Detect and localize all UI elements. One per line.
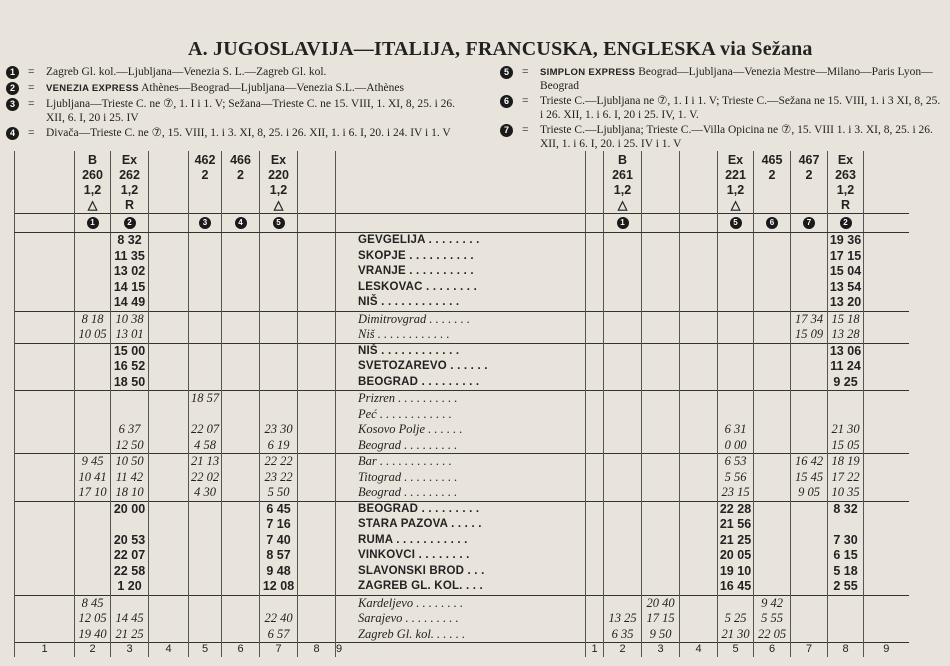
time-cell [586, 454, 604, 502]
time-cell: 5 25 21 30 [718, 595, 754, 643]
time-cell [754, 501, 791, 595]
time-cell [189, 233, 222, 312]
time-cell [586, 343, 604, 391]
train-number-header [642, 151, 680, 214]
train-number-header [298, 151, 336, 214]
train-number-header: Ex 221 1,2 △ [718, 151, 754, 214]
time-cell [680, 454, 718, 502]
time-cell [864, 501, 909, 595]
time-cell: 13 06 11 24 9 25 [828, 343, 864, 391]
column-number: 2 [75, 643, 111, 658]
time-cell: 14 45 21 25 [111, 595, 149, 643]
time-cell: 9 45 10 41 17 10 [75, 454, 111, 502]
column-number: 3 [111, 643, 149, 658]
time-cell [298, 343, 336, 391]
time-cell [754, 343, 791, 391]
train-number-header [586, 151, 604, 214]
time-cell [222, 311, 260, 343]
time-cell [864, 595, 909, 643]
station-header [336, 151, 586, 214]
time-cell [149, 343, 189, 391]
station-list: Kardeljevo . . . . . . . . Sarajevo . . . . . . . . . Zagreb Gl. kol. . . . . . [336, 595, 586, 643]
time-cell: 17 34 15 09 [791, 311, 828, 343]
time-cell [222, 233, 260, 312]
column-number: 9 [864, 643, 909, 658]
footnote-text: Divača—Trieste C. ne ⑦, 15. VIII, 1. i 3. XI, 8, 25. i 26. XII, 1. i 6. I, 20. i 24. IV i 1. V [46, 127, 451, 139]
footnote-ref [642, 214, 680, 233]
time-cell [718, 343, 754, 391]
footnote-ref-icon: 1 [87, 217, 99, 229]
column-number: 4 [680, 643, 718, 658]
time-cell [222, 501, 260, 595]
time-cell [586, 501, 604, 595]
timetable-block [15, 595, 909, 643]
time-cell [604, 343, 642, 391]
time-cell: 8 45 12 05 19 40 [75, 595, 111, 643]
timetable-block [15, 311, 909, 343]
station-list: BEOGRAD . . . . . . . . . STARA PAZOVA . . . . . RUMA . . . . . . . . . . . VINKOVCI . . . . . . . . SLAVONSKI BROD . . . ZAGREB GL. KOL. . . . [336, 501, 586, 595]
time-cell [189, 595, 222, 643]
time-cell: 6 31 0 00 [718, 391, 754, 454]
footnote-ref [149, 214, 189, 233]
time-cell: 10 50 11 42 18 10 [111, 454, 149, 502]
time-cell [791, 233, 828, 312]
time-cell [149, 311, 189, 343]
footnote-text: Trieste C.—Ljubljana; Trieste C.—Villa Opicina ne ⑦, 15. VIII 1. i 3. XI, 8, 25. i 26. XII, 1. i 6. I, 20. i 25. IV i 1. V [540, 124, 933, 150]
column-number: 1 [15, 643, 75, 658]
train-number-header: 467 2 [791, 151, 828, 214]
time-cell [260, 311, 298, 343]
time-cell [604, 311, 642, 343]
footnote-number-icon: 2 [6, 82, 19, 95]
time-cell [754, 233, 791, 312]
time-cell [680, 233, 718, 312]
time-cell [680, 311, 718, 343]
footnote-number-icon: 3 [6, 98, 19, 111]
footnote-number-icon: 7 [500, 124, 513, 137]
time-cell [604, 391, 642, 454]
footnote-ref-icon: 2 [840, 217, 852, 229]
time-cell [864, 311, 909, 343]
time-cell [260, 233, 298, 312]
station-list: NIŠ . . . . . . . . . . . . SVETOZAREVO . . . . . . BEOGRAD . . . . . . . . . [336, 343, 586, 391]
footnote-ref-icon: 6 [766, 217, 778, 229]
time-cell [15, 595, 75, 643]
column-number: 5 [189, 643, 222, 658]
footnote-ref-icon: 1 [617, 217, 629, 229]
footnote-ref [864, 214, 909, 233]
time-cell [149, 501, 189, 595]
footnote-ref [15, 214, 75, 233]
time-cell [586, 391, 604, 454]
footnote-ref [260, 214, 298, 233]
time-cell: 6 53 5 56 23 15 [718, 454, 754, 502]
time-cell [680, 595, 718, 643]
footnote-ref-icon: 5 [273, 217, 285, 229]
time-cell [298, 233, 336, 312]
time-cell [718, 233, 754, 312]
time-cell: 21 13 22 02 4 30 [189, 454, 222, 502]
timetable-block [15, 343, 909, 391]
column-number: 3 [642, 643, 680, 658]
time-cell: 20 40 17 15 9 50 [642, 595, 680, 643]
timetable-block [15, 501, 909, 595]
time-cell [149, 595, 189, 643]
column-number: 6 [754, 643, 791, 658]
footnote-ref-icon: 4 [235, 217, 247, 229]
footnote-ref-icon: 7 [803, 217, 815, 229]
column-number: 9 [336, 643, 586, 658]
time-cell [680, 501, 718, 595]
column-number: 1 [586, 643, 604, 658]
time-cell [586, 233, 604, 312]
timetable-block [15, 233, 909, 312]
time-cell [754, 391, 791, 454]
time-cell [864, 343, 909, 391]
footnote-ref [75, 214, 111, 233]
time-cell [586, 595, 604, 643]
time-cell: 10 38 13 01 [111, 311, 149, 343]
time-cell: 22 22 23 22 5 50 [260, 454, 298, 502]
train-number-header: Ex 262 1,2 R [111, 151, 149, 214]
column-number: 8 [828, 643, 864, 658]
time-cell [189, 311, 222, 343]
train-number-header: 466 2 [222, 151, 260, 214]
time-cell [222, 343, 260, 391]
time-cell [298, 311, 336, 343]
time-cell [15, 391, 75, 454]
time-cell [604, 454, 642, 502]
footnote-ref [680, 214, 718, 233]
time-cell [791, 501, 828, 595]
time-cell [15, 311, 75, 343]
column-number: 4 [149, 643, 189, 658]
station-list: GEVGELIJA . . . . . . . . SKOPJE . . . . . . . . . . VRANJE . . . . . . . . . . LESKOVAC . . . . . . . . NIŠ . . . . . . . . . . . . [336, 233, 586, 312]
train-number-header [864, 151, 909, 214]
time-cell: 6 45 7 16 7 40 8 57 9 48 12 08 [260, 501, 298, 595]
time-cell [149, 391, 189, 454]
time-cell [791, 391, 828, 454]
footnote-ref [754, 214, 791, 233]
time-cell [149, 454, 189, 502]
time-cell: 22 40 6 57 [260, 595, 298, 643]
footnote-number-icon: 1 [6, 66, 19, 79]
time-cell: 8 32 11 35 13 02 14 15 14 49 [111, 233, 149, 312]
time-cell [754, 311, 791, 343]
train-number-header: Ex 263 1,2 R [828, 151, 864, 214]
time-cell [189, 343, 222, 391]
timetable-block [15, 391, 909, 454]
column-number: 6 [222, 643, 260, 658]
time-cell [864, 391, 909, 454]
time-cell [298, 454, 336, 502]
time-cell [149, 233, 189, 312]
footnote-ref-row [15, 214, 909, 233]
footnote-text: Trieste C.—Ljubljana ne ⑦, 1. I i 1. V; Trieste C.—Sežana ne 15. VIII, 1. i 3 XI, 8, 25. i 26. XII, 1. i 6. I, 20 i 25. IV, 1. V. [540, 95, 941, 121]
time-cell [222, 391, 260, 454]
train-number-header [680, 151, 718, 214]
station-list: Bar . . . . . . . . . . . . Titograd . . . . . . . . . Beograd . . . . . . . . . [336, 454, 586, 502]
time-cell: 20 00 20 53 22 07 22 58 1 20 [111, 501, 149, 595]
time-cell [15, 343, 75, 391]
time-cell: 23 30 6 19 [260, 391, 298, 454]
footnote-text: VENEZIA EXPRESS Athènes—Beograd—Ljubljana—Venezia S.L.—Athènes [46, 82, 404, 94]
footnote-ref-icon: 2 [124, 217, 136, 229]
time-cell [586, 311, 604, 343]
time-cell [642, 343, 680, 391]
time-cell: 18 57 22 07 4 58 [189, 391, 222, 454]
footnote-ref [791, 214, 828, 233]
column-number: 5 [718, 643, 754, 658]
footnote-ref [828, 214, 864, 233]
footnote-number-icon: 5 [500, 66, 513, 79]
footnote-ref [222, 214, 260, 233]
footnote-number-icon: 4 [6, 127, 19, 140]
time-cell [75, 501, 111, 595]
column-number: 7 [791, 643, 828, 658]
time-cell [222, 454, 260, 502]
train-number-header: Ex 220 1,2 △ [260, 151, 298, 214]
time-cell: 8 32 7 30 6 15 5 18 2 55 [828, 501, 864, 595]
footnote-ref [189, 214, 222, 233]
time-cell [642, 233, 680, 312]
page-title: A. JUGOSLAVIJA—ITALIJA, FRANCUSKA, ENGLESKA via Sežana [188, 38, 813, 60]
train-number-header: 465 2 [754, 151, 791, 214]
time-cell [828, 595, 864, 643]
time-cell [754, 454, 791, 502]
footnote-text: Ljubljana—Trieste C. ne ⑦, 1. I i 1. V; Sežana—Trieste C. ne 15. VIII, 1. XI, 8, 25. i 26. XII, 6. I, 20 i 25. IV [46, 98, 456, 124]
time-cell [642, 454, 680, 502]
time-cell [75, 391, 111, 454]
column-number-row [15, 643, 909, 658]
train-number-header [149, 151, 189, 214]
footnote-ref [298, 214, 336, 233]
time-cell [298, 595, 336, 643]
time-cell [15, 501, 75, 595]
time-cell [298, 501, 336, 595]
time-cell: 13 25 6 35 [604, 595, 642, 643]
time-cell [222, 595, 260, 643]
station-list: Dimitrovgrad . . . . . . . Niš . . . . . . . . . . . . [336, 311, 586, 343]
footnote-ref-icon: 3 [199, 217, 211, 229]
footnote-text: SIMPLON EXPRESS Beograd—Ljubljana—Venezia Mestre—Milano—Paris Lyon—Beograd [540, 66, 933, 92]
column-number: 2 [604, 643, 642, 658]
train-number-header [15, 151, 75, 214]
time-cell: 6 37 12 50 [111, 391, 149, 454]
time-cell: 15 00 16 52 18 50 [111, 343, 149, 391]
column-number: 8 [298, 643, 336, 658]
time-cell: 16 42 15 45 9 05 [791, 454, 828, 502]
footnote-ref-icon: 5 [730, 217, 742, 229]
time-cell [189, 501, 222, 595]
time-cell [260, 343, 298, 391]
time-cell: 22 28 21 56 21 25 20 05 19 10 16 45 [718, 501, 754, 595]
time-cell [680, 391, 718, 454]
time-cell [15, 233, 75, 312]
time-cell [604, 501, 642, 595]
timetable-block [15, 454, 909, 502]
time-cell [75, 233, 111, 312]
time-cell [718, 311, 754, 343]
footnote-ref [336, 214, 586, 233]
column-number: 7 [260, 643, 298, 658]
time-cell [791, 595, 828, 643]
train-header-row [15, 151, 909, 214]
footnote-ref [111, 214, 149, 233]
time-cell: 19 36 17 15 15 04 13 54 13 20 [828, 233, 864, 312]
time-cell [642, 311, 680, 343]
time-cell [680, 343, 718, 391]
time-cell [642, 391, 680, 454]
time-cell: 9 42 5 55 22 05 [754, 595, 791, 643]
time-cell [791, 343, 828, 391]
train-number-header: B 261 1,2 △ [604, 151, 642, 214]
time-cell: 15 18 13 28 [828, 311, 864, 343]
time-cell [864, 233, 909, 312]
timetable [14, 151, 909, 657]
time-cell [298, 391, 336, 454]
station-list: Prizren . . . . . . . . . . Peć . . . . . . . . . . . . Kosovo Polje . . . . . . Beograd . . . . . . . . . [336, 391, 586, 454]
time-cell [604, 233, 642, 312]
footnote-ref [604, 214, 642, 233]
time-cell [864, 454, 909, 502]
footnote-ref [718, 214, 754, 233]
train-number-header: 462 2 [189, 151, 222, 214]
train-number-header: B 260 1,2 △ [75, 151, 111, 214]
time-cell: 18 19 17 22 10 35 [828, 454, 864, 502]
time-cell: 8 18 10 05 [75, 311, 111, 343]
footnote-ref [586, 214, 604, 233]
footnote-text: Zagreb Gl. kol.—Ljubljana—Venezia S. L.—Zagreb Gl. kol. [46, 66, 327, 78]
time-cell [75, 343, 111, 391]
time-cell [15, 454, 75, 502]
time-cell: 21 30 15 05 [828, 391, 864, 454]
time-cell [642, 501, 680, 595]
footnote-number-icon: 6 [500, 95, 513, 108]
